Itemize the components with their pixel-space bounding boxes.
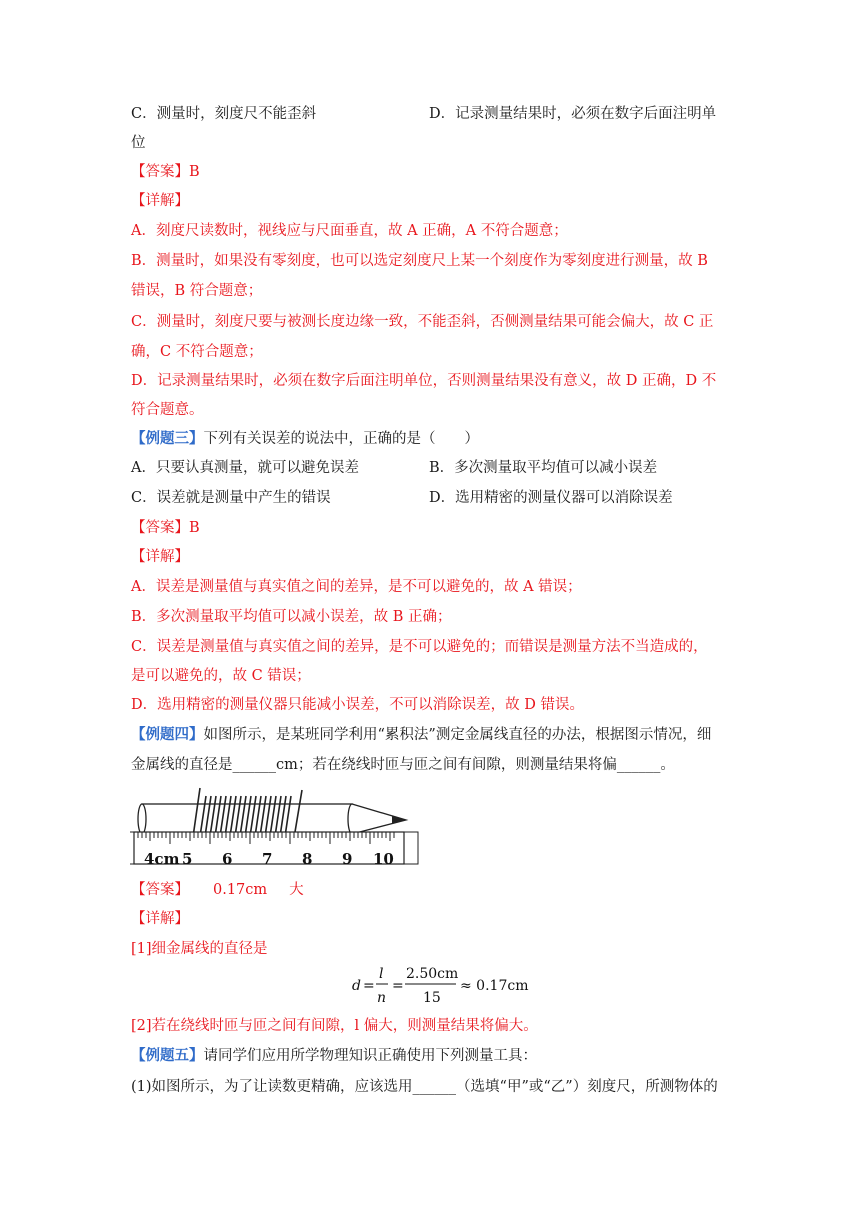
formula-num: 2.50cm: [406, 966, 459, 982]
q4-exp-2: [2]若在绕线时匝与匝之间有间隙，l 偏大，则测量结果将偏大。: [131, 1018, 538, 1034]
q3-option-c: C．误差就是测量中产生的错误: [131, 490, 331, 506]
q3-exp-d: D．选用精密的测量仪器只能减小误差，不可以消除误差，故 D 错误。: [131, 697, 584, 713]
q4-exp-1: [1]细金属线的直径是: [131, 941, 268, 957]
q3-option-a: A．只要认真测量，就可以避免误差: [131, 460, 359, 476]
q4-answer-1: 0.17cm: [213, 882, 268, 898]
q2-exp-d2: 符合题意。: [131, 402, 204, 418]
ruler-left-edge: [130, 832, 134, 864]
q2-answer: 【答案】B: [131, 164, 200, 180]
wire-coil-ruler-figure: [130, 784, 420, 870]
q2-exp-a: A．刻度尺读数时，视线应与尺面垂直，故 A 正确，A 不符合题意；: [131, 223, 568, 239]
diameter-formula: [352, 962, 552, 1008]
q5-question-line: [131, 1046, 537, 1066]
q4-answer-2: 大: [289, 882, 304, 898]
q4-answer-label: 【答案】: [131, 882, 189, 898]
ruler-label-4cm: 4cm: [144, 850, 180, 868]
q2-option-d-cont: 位: [131, 135, 146, 151]
ruler-label-8: 8: [302, 850, 313, 868]
formula-result: ≈ 0.17cm: [460, 978, 529, 994]
ruler-label-6: 6: [222, 850, 233, 868]
q3-exp-a: A．误差是测量值与真实值之间的差异，是不可以避免的，故 A 错误；: [131, 579, 582, 595]
q2-option-c: C．测量时，刻度尺不能歪斜: [131, 106, 317, 122]
q2-option-d: D．记录测量结果时，必须在数字后面注明单: [429, 106, 717, 122]
q5-sub1: (1)如图所示，为了让读数更精确，应该选用______（选填“甲”或“乙”）刻度尺，所测物体的: [131, 1079, 718, 1095]
q4-tag: 【例题四】: [131, 726, 204, 743]
q3-question: 下列有关误差的说法中，正确的是（ ）: [203, 431, 479, 447]
q3-option-b: B．多次测量取平均值可以减小误差: [429, 460, 658, 476]
q4-detail-label: 【详解】: [131, 911, 189, 927]
formula-l: l: [379, 966, 384, 982]
q3-question-line: [131, 429, 479, 449]
ruler-right-edge: [404, 832, 418, 864]
q2-exp-c1: C．测量时，刻度尺要与被测长度边缘一致，不能歪斜，否侧测量结果可能会偏大，故 C 正: [131, 314, 714, 330]
q3-exp-b: B．多次测量取平均值可以减小误差，故 B 正确；: [131, 609, 452, 625]
pencil-lead: [392, 816, 406, 824]
ruler-label-9: 9: [342, 850, 353, 868]
q3-tag: 【例题三】: [131, 430, 204, 447]
q5-tag: 【例题五】: [131, 1047, 204, 1064]
pencil-end: [138, 804, 146, 834]
formula-n: n: [377, 990, 387, 1006]
q2-exp-b2: 错误，B 符合题意；: [131, 283, 263, 299]
q4-question-line1: [131, 725, 711, 745]
formula-d: d: [352, 978, 361, 994]
q4-answer-line: [131, 880, 304, 900]
formula-den: 15: [423, 990, 441, 1006]
ruler-label-5: 5: [182, 850, 193, 868]
formula-eq1: =: [363, 978, 375, 994]
q3-exp-c2: 是可以避免的，故 C 错误；: [131, 668, 311, 684]
ruler-label-10: 10: [373, 850, 394, 868]
q3-detail-label: 【详解】: [131, 549, 189, 565]
q5-question: 请同学们应用所学物理知识正确使用下列测量工具：: [203, 1048, 537, 1064]
q4-question2: 金属线的直径是______cm；若在绕线时匝与匝之间有间隙，则测量结果将偏______。: [131, 757, 675, 773]
q2-exp-b1: B．测量时，如果没有零刻度，也可以选定刻度尺上某一个刻度作为零刻度进行测量，故 B: [131, 253, 708, 269]
formula-eq2: =: [392, 978, 404, 994]
ruler-label-7: 7: [262, 850, 273, 868]
q4-question1: 如图所示，是某班同学利用“累积法”测定金属线直径的办法，根据图示情况，细: [203, 727, 712, 743]
q3-exp-c1: C．误差是测量值与真实值之间的差异，是不可以避免的；而错误是测量方法不当造成的，: [131, 639, 708, 655]
q2-exp-c2: 确，C 不符合题意；: [131, 344, 263, 360]
q3-answer: 【答案】B: [131, 520, 200, 536]
q3-option-d: D．选用精密的测量仪器可以消除误差: [429, 490, 673, 506]
q2-exp-d1: D．记录测量结果时，必须在数字后面注明单位，否则测量结果没有意义，故 D 正确，D 不: [131, 373, 717, 389]
q2-detail-label: 【详解】: [131, 193, 189, 209]
